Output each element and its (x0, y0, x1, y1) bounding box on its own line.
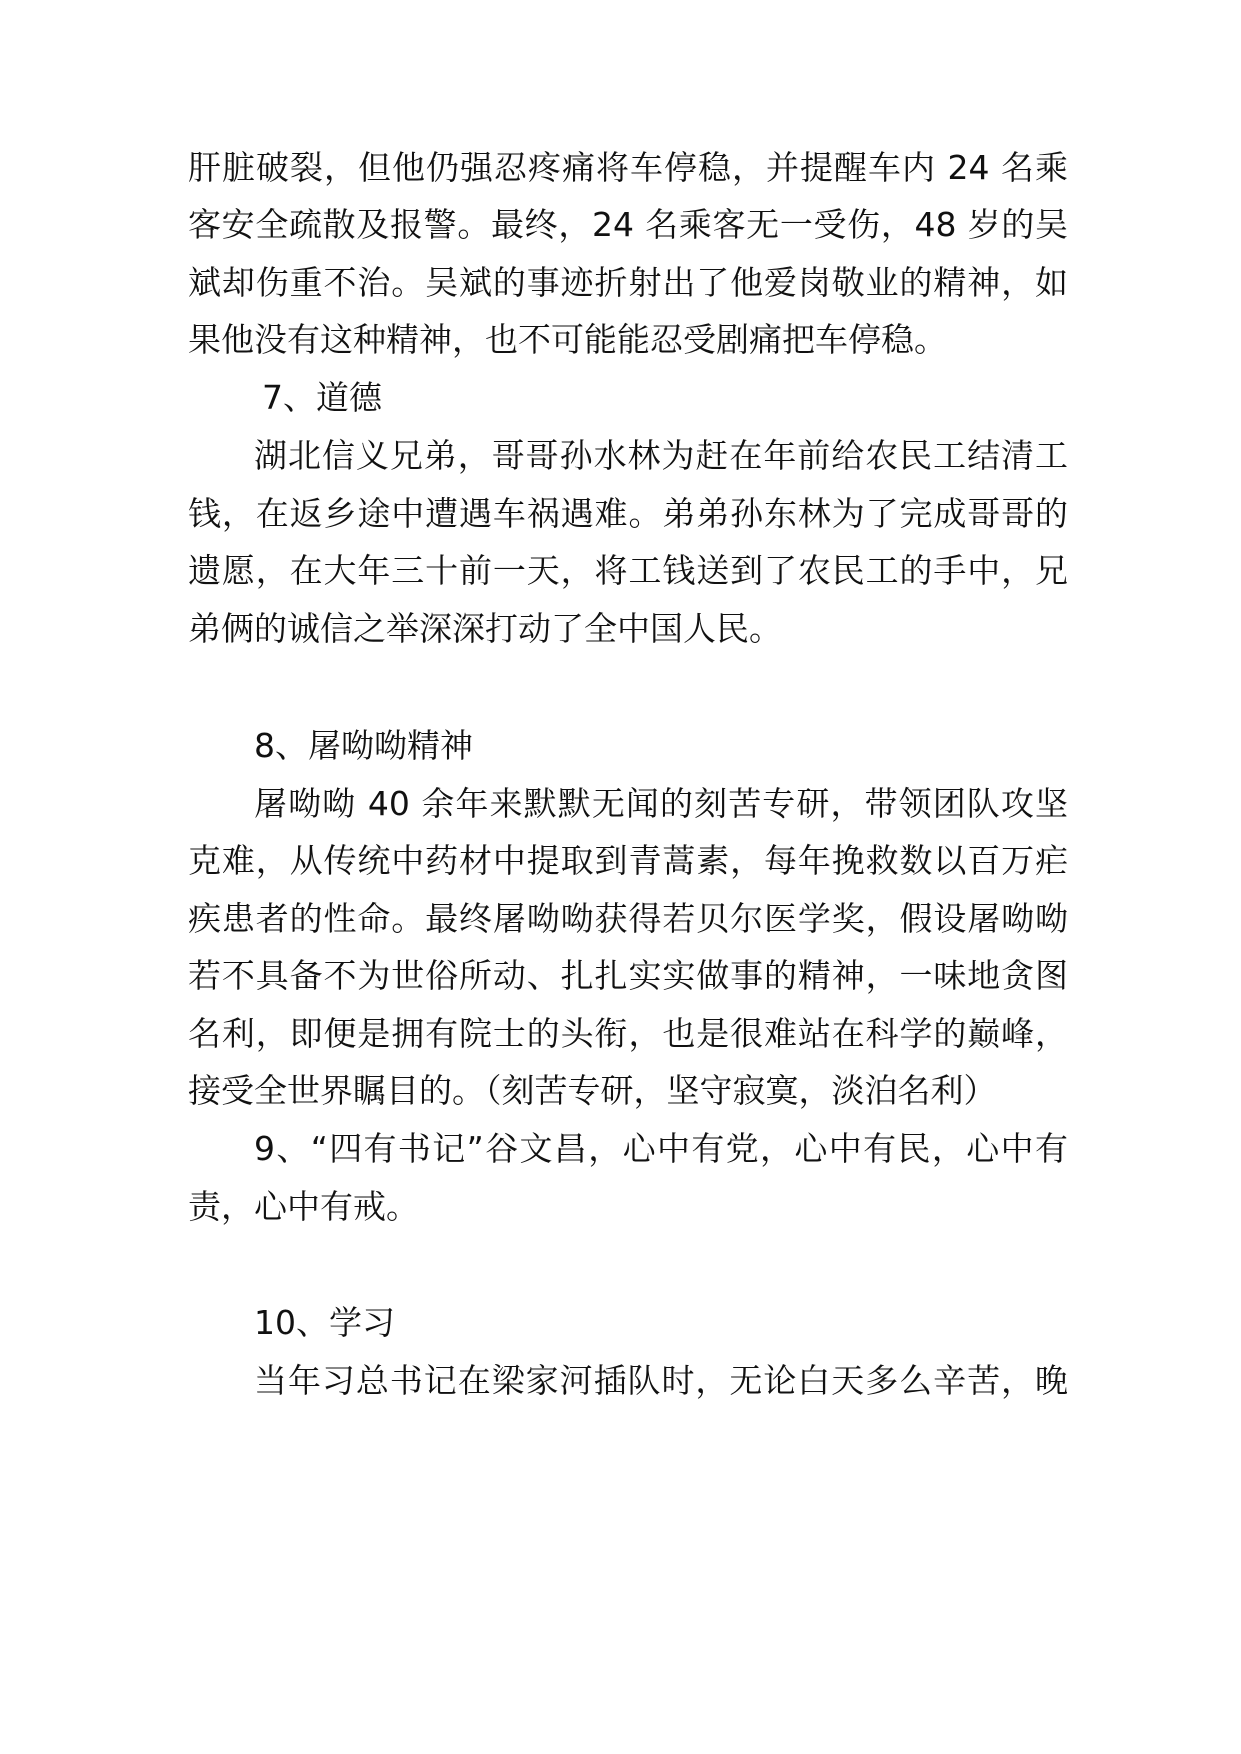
paragraph-line: 9、“四有书记”谷文昌，心中有党，心中有民，心中有 (254, 1129, 1068, 1168)
paragraph-line: 名利，即便是拥有院士的头衔，也是很难站在科学的巅峰， (188, 1014, 1068, 1053)
paragraph-line: 屠呦呦 40 余年来默默无闻的刻苦专研，带领团队攻坚 (254, 784, 1068, 823)
paragraph-line: 客安全疏散及报警。最终，24 名乘客无一受伤，48 岁的吴 (188, 205, 1068, 244)
section-heading-8: 8、屠呦呦精神 (254, 726, 473, 765)
paragraph-line: 克难，从传统中药材中提取到青蒿素，每年挽救数以百万疟 (188, 841, 1068, 880)
paragraph-line: 弟俩的诚信之举深深打动了全中国人民。 (188, 609, 782, 648)
paragraph-line: 若不具备不为世俗所动、扎扎实实做事的精神，一味地贪图 (188, 956, 1068, 995)
section-heading-10: 10、学习 (254, 1303, 395, 1342)
paragraph-line: 湖北信义兄弟，哥哥孙水林为赶在年前给农民工结清工 (254, 436, 1068, 475)
paragraph-line: 当年习总书记在梁家河插队时，无论白天多么辛苦，晚 (254, 1361, 1068, 1400)
paragraph-line: 遗愿，在大年三十前一天，将工钱送到了农民工的手中，兄 (188, 551, 1068, 590)
section-heading-7: 7、道德 (262, 378, 382, 417)
paragraph-line: 果他没有这种精神，也不可能能忍受剧痛把车停稳。 (188, 320, 947, 359)
paragraph-line: 钱，在返乡途中遭遇车祸遇难。弟弟孙东林为了完成哥哥的 (188, 494, 1068, 533)
paragraph-line: 肝脏破裂，但他仍强忍疼痛将车停稳，并提醒车内 24 名乘 (188, 148, 1068, 187)
paragraph-line: 接受全世界瞩目的。（刻苦专研，坚守寂寞，淡泊名利） (188, 1071, 997, 1110)
paragraph-line: 疾患者的性命。最终屠呦呦获得若贝尔医学奖，假设屠呦呦 (188, 899, 1068, 938)
paragraph-line: 斌却伤重不治。吴斌的事迹折射出了他爱岗敬业的精神，如 (188, 263, 1068, 302)
paragraph-line: 责，心中有戒。 (188, 1187, 419, 1226)
